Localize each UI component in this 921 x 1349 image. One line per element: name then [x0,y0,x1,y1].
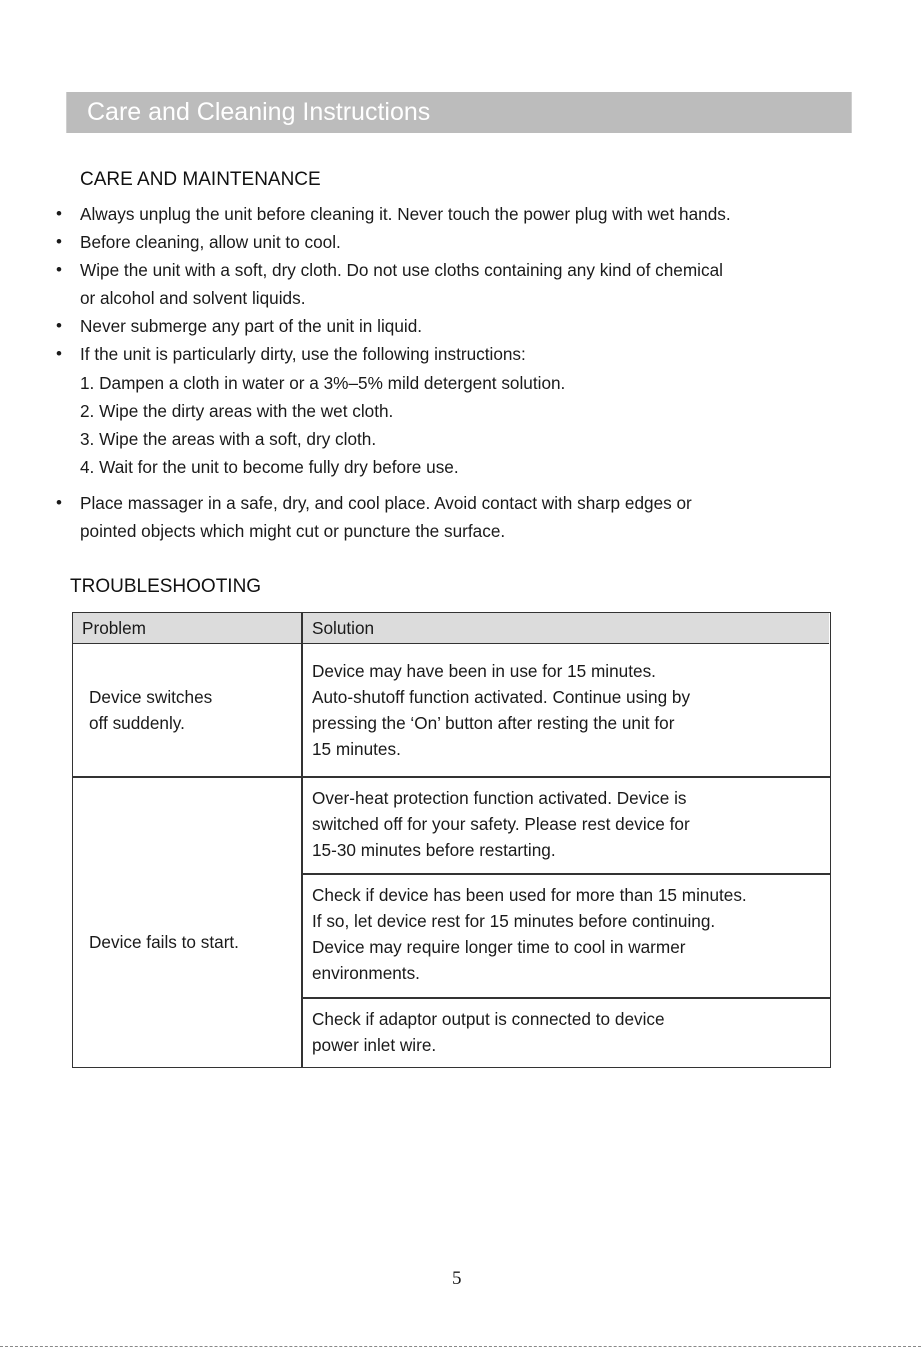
care-bullet-6-line-2: pointed objects which might cut or puncture the surface. [80,521,506,541]
problem-1-line-1: Device switches [89,687,213,707]
solution-divider [301,997,831,999]
solution-2b-line-1: Check if device has been used for more than 15 minutes. [312,885,747,905]
troubleshooting-heading: TROUBLESHOOTING [70,576,262,597]
solution-2a-line-3: 15-30 minutes before restarting. [312,840,556,860]
page-number: 5 [452,1268,462,1289]
care-bullet-1: Always unplug the unit before cleaning it. Never touch the power plug with wet hands. [80,204,731,224]
header-solution: Solution [312,618,375,638]
bullet-dot: • [56,316,62,335]
care-bullet-4: Never submerge any part of the unit in liquid. [80,316,423,336]
solution-2b-line-3: Device may require longer time to cool in warmer [312,937,686,957]
solution-1-line-1: Device may have been in use for 15 minutes. [312,661,656,681]
solution-1-line-2: Auto-shutoff function activated. Continue using by [312,687,691,707]
section-banner [66,92,852,133]
care-heading: CARE AND MAINTENANCE [80,169,321,190]
bullet-dot: • [56,344,62,363]
solution-2c-line-2: power inlet wire. [312,1035,437,1055]
footer-rule [0,1346,921,1348]
solution-2c-line-1: Check if adaptor output is connected to device [312,1009,665,1029]
bullet-dot: • [56,260,62,279]
solution-divider [301,873,831,875]
care-bullet-2: Before cleaning, allow unit to cool. [80,232,341,252]
care-bullet-3-line-2: or alcohol and solvent liquids. [80,288,306,308]
solution-2a-line-2: switched off for your safety. Please rest device for [312,814,690,834]
solution-1-line-3: pressing the ‘On’ button after resting the unit for [312,713,675,733]
care-bullet-3-line-1: Wipe the unit with a soft, dry cloth. Do not use cloths containing any kind of chemical [80,260,723,280]
problem-2: Device fails to start. [89,932,239,952]
cleaning-step-4: 4. Wait for the unit to become fully dry before use. [80,457,459,477]
solution-1-line-4: 15 minutes. [312,739,401,759]
care-bullet-6-line-1: Place massager in a safe, dry, and cool place. Avoid contact with sharp edges or [80,493,692,513]
solution-2a-line-1: Over-heat protection function activated. Device is [312,788,687,808]
solution-2b-line-2: If so, let device rest for 15 minutes before continuing. [312,911,716,931]
bullet-dot: • [56,204,62,223]
problem-1-line-2: off suddenly. [89,713,185,733]
table-header-row [73,613,829,644]
bullet-dot: • [56,232,62,251]
cleaning-step-3: 3. Wipe the areas with a soft, dry cloth. [80,429,377,449]
bullet-dot: • [56,493,62,512]
header-problem: Problem [82,618,146,638]
banner-title: Care and Cleaning Instructions [87,98,431,126]
care-bullet-5: If the unit is particularly dirty, use the following instructions: [80,344,526,364]
cleaning-step-1: 1. Dampen a cloth in water or a 3%–5% mild detergent solution. [80,373,566,393]
column-divider [301,612,303,1068]
cleaning-step-2: 2. Wipe the dirty areas with the wet cloth. [80,401,394,421]
solution-2b-line-4: environments. [312,963,420,983]
troubleshooting-table [72,612,831,1068]
row-divider [72,776,831,778]
